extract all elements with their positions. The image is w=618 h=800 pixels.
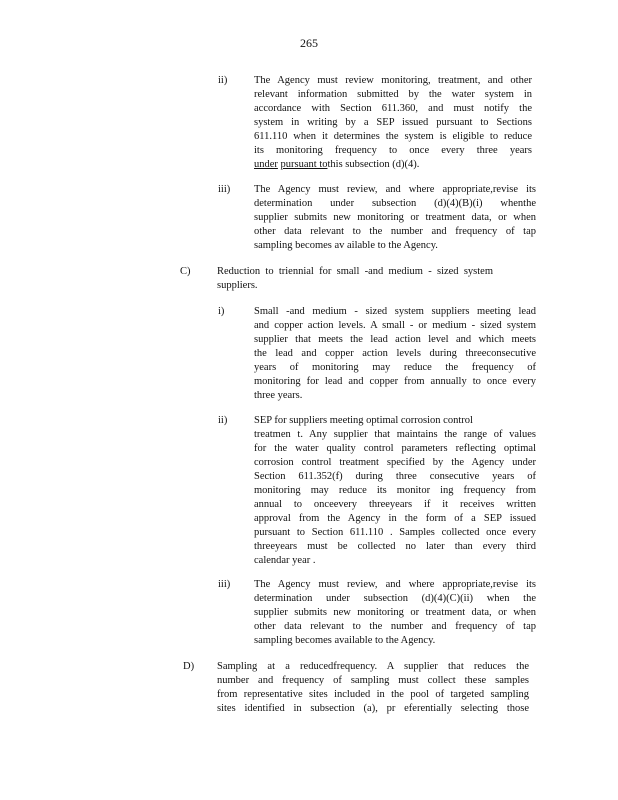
text-line: relevant information submitted by the water system in xyxy=(254,89,532,100)
text-line: accordance with Section 611.360, and must notify the xyxy=(254,103,532,114)
text-line: three years. xyxy=(254,390,303,401)
item-label: ii) xyxy=(218,75,228,86)
text-line: number and frequency of sampling must collect these samples xyxy=(217,675,529,686)
text-line: supplier submits new monitoring or treatment data, or when xyxy=(254,212,536,223)
text-line-rest: this subsection (d)(4). xyxy=(327,159,420,170)
item-label: iii) xyxy=(218,184,231,195)
text-line: for the water quality control parameters reflecting optimal xyxy=(254,443,536,454)
item-text xyxy=(217,660,529,716)
text-line: suppliers. xyxy=(217,280,258,291)
item-text xyxy=(217,265,493,293)
item-text xyxy=(254,74,532,172)
text-line: its monitoring frequency to once every three years xyxy=(254,145,532,156)
item-text xyxy=(254,305,536,403)
text-line: supplier submits new monitoring or treatment data, or when xyxy=(254,607,536,618)
text-line: the lead and copper action levels during threeconsecutive xyxy=(254,348,536,359)
text-line: 611.110 when it determines the system is eligible to reduce xyxy=(254,131,532,142)
text-line: other data relevant to the number and frequency of tap xyxy=(254,621,536,632)
item-text xyxy=(254,183,536,253)
text-line: threeyears must be collected no later than every third xyxy=(254,541,536,552)
deleted-text: pursuant to xyxy=(280,159,328,170)
text-line: Section 611.352(f) during three consecutive years of xyxy=(254,471,536,482)
text-line: from representative sites included in the pool of targeted sampling xyxy=(217,689,529,700)
item-text xyxy=(254,578,536,648)
item-label: ii) xyxy=(218,415,228,426)
item-label: D) xyxy=(183,661,195,672)
text-line: SEP for suppliers meeting optimal corrosion control xyxy=(254,415,473,426)
text-line: other data relevant to the number and frequency of tap xyxy=(254,226,536,237)
text-line: annual to onceevery threeyears if it receives written xyxy=(254,499,536,510)
item-label: i) xyxy=(218,306,225,317)
text-line: The Agency must review, and where appropriate,revise its xyxy=(254,184,536,195)
text-line: pursuant to Section 611.110 . Samples collected once every xyxy=(254,527,536,538)
text-line: corrosion control treatment specified by the Agency under xyxy=(254,457,536,468)
item-label: C) xyxy=(180,266,191,277)
text-line: Sampling at a reducedfrequency. A supplier that reduces the xyxy=(217,661,529,672)
item-text xyxy=(254,414,536,568)
text-line: sites identified in subsection (a), pr eferentially selecting those xyxy=(217,703,529,714)
text-line: Reduction to triennial for small -and medium - sized system xyxy=(217,266,493,277)
text-line: The Agency must review monitoring, treatment, and other xyxy=(254,75,532,86)
text-line: determination under subsection (d)(4)(B)(i) whenthe xyxy=(254,198,536,209)
text-line-amended xyxy=(254,158,532,172)
text-line: calendar year . xyxy=(254,555,316,566)
text-line: The Agency must review, and where appropriate,revise its xyxy=(254,579,536,590)
text-line: sampling becomes av ailable to the Agency. xyxy=(254,240,438,251)
page-number: 265 xyxy=(300,36,318,50)
item-label: iii) xyxy=(218,579,231,590)
inserted-text: under xyxy=(254,159,278,170)
text-line: sampling becomes available to the Agency. xyxy=(254,635,436,646)
text-line: system in writing by a SEP issued pursuant to Sections xyxy=(254,117,532,128)
text-line: monitoring may reduce its monitor ing frequency from xyxy=(254,485,536,496)
text-line: monitoring for lead and copper from annually to once every xyxy=(254,376,536,387)
text-line: years of monitoring may reduce the frequency of xyxy=(254,362,536,373)
text-line: and copper action levels. A small - or medium - sized system xyxy=(254,320,536,331)
text-line: supplier that meets the lead action level and which meets xyxy=(254,334,536,345)
text-line: treatmen t. Any supplier that maintains the range of values xyxy=(254,429,536,440)
text-line: Small -and medium - sized system suppliers meeting lead xyxy=(254,306,536,317)
text-line: determination under subsection (d)(4)(C)(ii) when the xyxy=(254,593,536,604)
text-line: approval from the Agency in the form of a SEP issued xyxy=(254,513,536,524)
